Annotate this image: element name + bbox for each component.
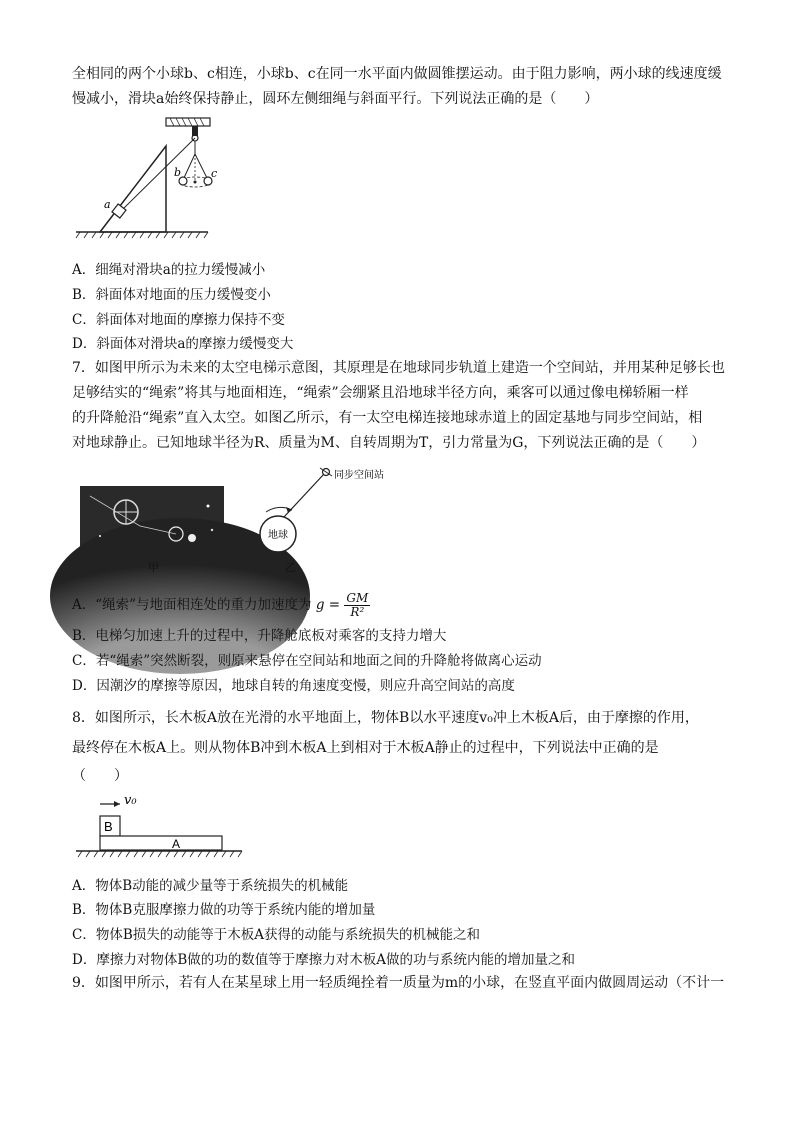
q7-caption-yi: 乙 (285, 561, 296, 574)
q7-earth-label: 地球 (268, 530, 288, 541)
q8-label-A: A (172, 837, 181, 851)
q7-fraction-numerator: GM (346, 591, 369, 605)
q8-label-v0: v₀ (124, 793, 137, 808)
q8-option-d: D．摩擦力对物体B做的功的数值等于摩擦力对木板A做的功与系统内能的增加量之和 (72, 952, 575, 968)
q7-text-line-1: 7．如图甲所示为未来的太空电梯示意图，其原理是在地球同步轨道上建造一个空间站，并用某种足够长也 (72, 360, 725, 376)
q7-option-a-fraction (344, 592, 370, 619)
q8-text-line-2: 最终停在木板A上。则从物体B冲到木板A上到相对于木板A静止的过程中，下列说法中正确的是 (72, 740, 659, 756)
q8-figure-board-block (74, 790, 246, 860)
q6-text-line-2: 慢减小，滑块a始终保持静止，圆环左侧细绳与斜面平行。下列说法正确的是（ ） (72, 91, 599, 107)
q6-label-c: c (211, 167, 218, 180)
q7-figure-yi-diagram (258, 466, 408, 558)
q7-option-b: B．电梯匀加速上升的过程中，升降舱底板对乘客的支持力增大 (72, 628, 447, 644)
q7-text-line-2: 足够结实的“绳索”将其与地面相连，“绳索”会绷紧且沿地球半径方向，乘客可以通过像电梯轿厢一样 (72, 385, 689, 401)
q6-text-line-1: 全相同的两个小球b、c相连，小球b、c在同一水平面内做圆锥摆运动。由于阻力影响，两小球的线速度缓 (72, 66, 722, 82)
q6-option-b: B．斜面体对地面的压力缓慢变小 (72, 287, 271, 303)
q8-text-line-3: （ ） (72, 768, 128, 784)
q6-label-b: b (174, 166, 182, 179)
q6-figure-incline-cone-pendulum (74, 116, 218, 242)
q6-label-a: a (104, 198, 111, 211)
q7-text-line-4: 对地球静止。已知地球半径为R、质量为M、自转周期为T，引力常量为G，下列说法正确的是（ ） (72, 435, 706, 451)
q7-option-a (72, 592, 370, 619)
q7-station-label: 同步空间站 (334, 470, 384, 481)
q7-option-a-formula-lhs: g = (315, 597, 341, 613)
q6-option-c: C．斜面体对地面的摩擦力保持不变 (72, 312, 285, 328)
q8-text-line-1: 8．如图所示，长木板A放在光滑的水平地面上，物体B以水平速度v₀冲上木板A后，由于摩擦的作用， (72, 710, 699, 726)
q7-figure-jia-photo (80, 486, 224, 554)
q8-option-b: B．物体B克服摩擦力做的功等于系统内能的增加量 (72, 902, 376, 918)
q7-option-c: C．若“绳索”突然断裂，则原来悬停在空间站和地面之间的升降舱将做离心运动 (72, 653, 542, 669)
q9-text-line-1: 9．如图甲所示，若有人在某星球上用一轻质绳拴着一质量为m的小球，在竖直平面内做圆周运动（不计一 (72, 975, 725, 991)
q8-label-B: B (104, 819, 113, 834)
q7-fraction-denominator: R² (350, 605, 365, 619)
q7-text-line-3: 的升降舱沿“绳索”直入太空。如图乙所示，有一太空电梯连接地球赤道上的固定基地与同步空间站，相 (72, 410, 703, 426)
q7-option-a-text: A．“绳索”与地面相连处的重力加速度为 (72, 597, 312, 613)
q8-option-a: A．物体B动能的减少量等于系统损失的机械能 (72, 878, 349, 894)
q7-caption-jia: 甲 (148, 561, 159, 574)
q6-option-a: A．细绳对滑块a的拉力缓慢减小 (72, 262, 266, 278)
q6-option-d: D．斜面体对滑块a的摩擦力缓慢变大 (72, 336, 294, 352)
q7-option-d: D．因潮汐的摩擦等原因，地球自转的角速度变慢，则应升高空间站的高度 (72, 678, 515, 694)
q8-option-c: C．物体B损失的动能等于木板A获得的动能与系统损失的机械能之和 (72, 927, 480, 943)
